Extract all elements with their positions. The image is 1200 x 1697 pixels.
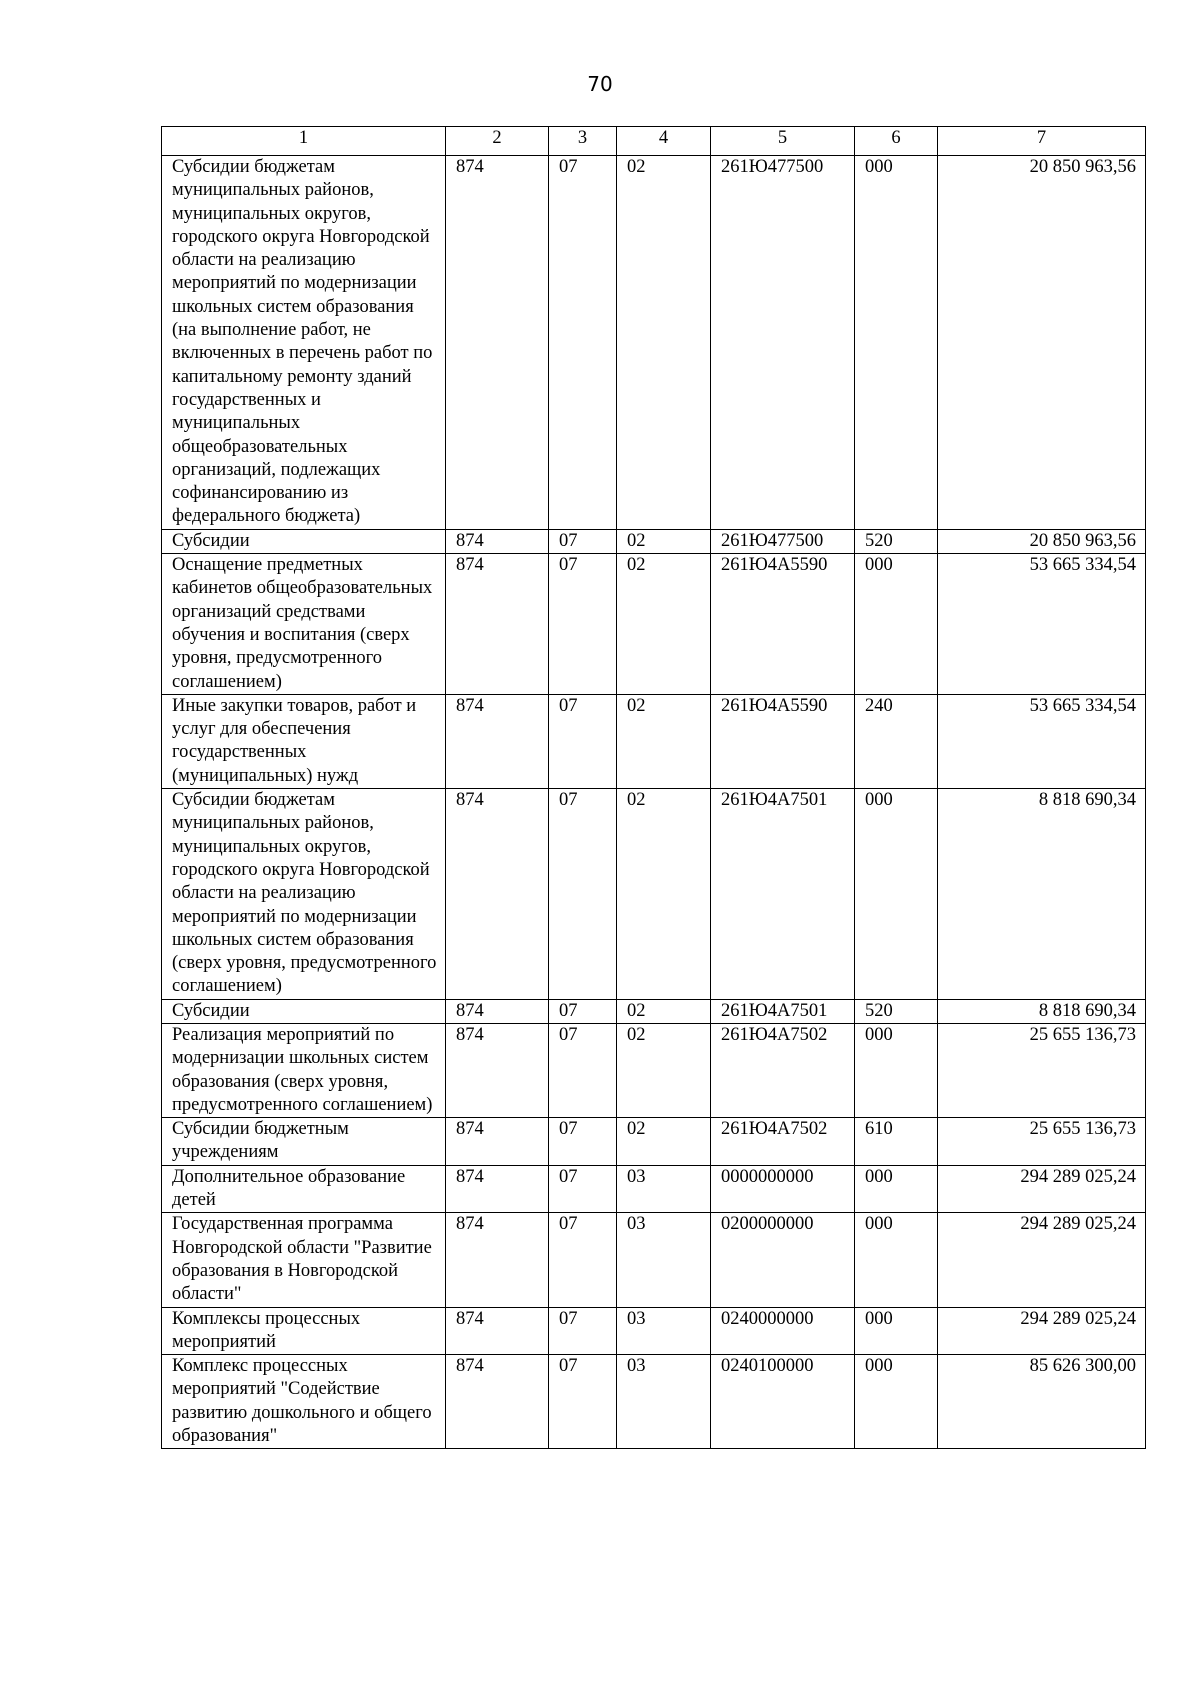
amount-cell: 85 626 300,00	[938, 1355, 1146, 1449]
grbs-code-cell: 874	[446, 554, 549, 695]
amount-cell: 20 850 963,56	[938, 156, 1146, 530]
row-name-cell: Комплексы процессных мероприятий	[162, 1307, 446, 1355]
section-code-cell: 07	[549, 1118, 617, 1166]
column-header: 5	[711, 127, 855, 156]
subsection-code-cell: 02	[617, 694, 711, 788]
grbs-code-cell: 874	[446, 1355, 549, 1449]
subsection-code-cell: 03	[617, 1307, 711, 1355]
grbs-code-cell: 874	[446, 529, 549, 553]
subsection-code-cell: 02	[617, 789, 711, 1000]
target-article-cell: 0240000000	[711, 1307, 855, 1355]
target-article-cell: 261Ю477500	[711, 156, 855, 530]
page-number: 70	[587, 72, 613, 96]
table-row	[162, 1118, 1146, 1166]
table-row	[162, 1023, 1146, 1117]
section-code-cell: 07	[549, 1355, 617, 1449]
subsection-code-cell: 02	[617, 1118, 711, 1166]
column-header: 6	[855, 127, 938, 156]
target-article-cell: 261Ю4А7501	[711, 789, 855, 1000]
table-row	[162, 789, 1146, 1000]
target-article-cell: 261Ю4А5590	[711, 554, 855, 695]
table-row	[162, 1307, 1146, 1355]
table-row	[162, 554, 1146, 695]
expense-type-cell: 240	[855, 694, 938, 788]
expense-type-cell: 610	[855, 1118, 938, 1166]
table-row	[162, 694, 1146, 788]
section-code-cell: 07	[549, 789, 617, 1000]
amount-cell: 294 289 025,24	[938, 1213, 1146, 1307]
column-header: 1	[162, 127, 446, 156]
expense-type-cell: 520	[855, 999, 938, 1023]
section-code-cell: 07	[549, 1023, 617, 1117]
row-name-cell: Реализация мероприятий по модернизации школьных систем образования (сверх уровня, предусмотренного соглашением)	[162, 1023, 446, 1117]
row-name-cell: Субсидии бюджетам муниципальных районов, муниципальных округов, городского округа Новгородской области на реализацию мероприятий по модернизации школьных систем образования (сверх уровня, предусмотренного соглашением)	[162, 789, 446, 1000]
expense-type-cell: 000	[855, 554, 938, 695]
column-header: 4	[617, 127, 711, 156]
grbs-code-cell: 874	[446, 999, 549, 1023]
section-code-cell: 07	[549, 1213, 617, 1307]
expense-type-cell: 000	[855, 156, 938, 530]
amount-cell: 294 289 025,24	[938, 1165, 1146, 1213]
amount-cell: 53 665 334,54	[938, 554, 1146, 695]
row-name-cell: Субсидии бюджетам муниципальных районов, муниципальных округов, городского округа Новгородской области на реализацию мероприятий по модернизации школьных систем образования (на выполнение работ, не включенных в перечень работ по капитальному ремонту зданий государственных и муниципальных общеобразовательных организаций, подлежащих софинансированию из федерального бюджета)	[162, 156, 446, 530]
row-name-cell: Иные закупки товаров, работ и услуг для обеспечения государственных (муниципальных) нужд	[162, 694, 446, 788]
section-code-cell: 07	[549, 554, 617, 695]
section-code-cell: 07	[549, 1307, 617, 1355]
amount-cell: 20 850 963,56	[938, 529, 1146, 553]
grbs-code-cell: 874	[446, 156, 549, 530]
grbs-code-cell: 874	[446, 1213, 549, 1307]
amount-cell: 8 818 690,34	[938, 789, 1146, 1000]
row-name-cell: Комплекс процессных мероприятий "Содействие развитию дошкольного и общего образования"	[162, 1355, 446, 1449]
expense-type-cell: 000	[855, 1023, 938, 1117]
table-row	[162, 999, 1146, 1023]
expense-type-cell: 000	[855, 1355, 938, 1449]
column-header: 2	[446, 127, 549, 156]
table-row	[162, 1355, 1146, 1449]
subsection-code-cell: 03	[617, 1165, 711, 1213]
subsection-code-cell: 03	[617, 1355, 711, 1449]
row-name-cell: Оснащение предметных кабинетов общеобразовательных организаций средствами обучения и воспитания (сверх уровня, предусмотренного соглашением)	[162, 554, 446, 695]
subsection-code-cell: 02	[617, 554, 711, 695]
grbs-code-cell: 874	[446, 694, 549, 788]
subsection-code-cell: 02	[617, 999, 711, 1023]
budget-table	[161, 126, 1146, 1449]
amount-cell: 25 655 136,73	[938, 1118, 1146, 1166]
grbs-code-cell: 874	[446, 1307, 549, 1355]
expense-type-cell: 000	[855, 1165, 938, 1213]
subsection-code-cell: 02	[617, 529, 711, 553]
grbs-code-cell: 874	[446, 1165, 549, 1213]
amount-cell: 53 665 334,54	[938, 694, 1146, 788]
subsection-code-cell: 02	[617, 156, 711, 530]
subsection-code-cell: 03	[617, 1213, 711, 1307]
row-name-cell: Субсидии	[162, 529, 446, 553]
table-row	[162, 1165, 1146, 1213]
target-article-cell: 261Ю4А7502	[711, 1118, 855, 1166]
table-row	[162, 1213, 1146, 1307]
grbs-code-cell: 874	[446, 789, 549, 1000]
target-article-cell: 261Ю477500	[711, 529, 855, 553]
amount-cell: 25 655 136,73	[938, 1023, 1146, 1117]
expense-type-cell: 520	[855, 529, 938, 553]
row-name-cell: Субсидии	[162, 999, 446, 1023]
target-article-cell: 261Ю4А5590	[711, 694, 855, 788]
column-header: 3	[549, 127, 617, 156]
expense-type-cell: 000	[855, 1307, 938, 1355]
section-code-cell: 07	[549, 999, 617, 1023]
table-row	[162, 529, 1146, 553]
expense-type-cell: 000	[855, 1213, 938, 1307]
target-article-cell: 0240100000	[711, 1355, 855, 1449]
target-article-cell: 261Ю4А7501	[711, 999, 855, 1023]
row-name-cell: Субсидии бюджетным учреждениям	[162, 1118, 446, 1166]
expense-type-cell: 000	[855, 789, 938, 1000]
target-article-cell: 261Ю4А7502	[711, 1023, 855, 1117]
row-name-cell: Государственная программа Новгородской области "Развитие образования в Новгородской области"	[162, 1213, 446, 1307]
subsection-code-cell: 02	[617, 1023, 711, 1117]
section-code-cell: 07	[549, 529, 617, 553]
table-row	[162, 156, 1146, 530]
amount-cell: 294 289 025,24	[938, 1307, 1146, 1355]
amount-cell: 8 818 690,34	[938, 999, 1146, 1023]
section-code-cell: 07	[549, 1165, 617, 1213]
section-code-cell: 07	[549, 694, 617, 788]
target-article-cell: 0200000000	[711, 1213, 855, 1307]
column-header: 7	[938, 127, 1146, 156]
grbs-code-cell: 874	[446, 1118, 549, 1166]
target-article-cell: 0000000000	[711, 1165, 855, 1213]
table-header-row	[162, 127, 1146, 156]
row-name-cell: Дополнительное образование детей	[162, 1165, 446, 1213]
section-code-cell: 07	[549, 156, 617, 530]
grbs-code-cell: 874	[446, 1023, 549, 1117]
